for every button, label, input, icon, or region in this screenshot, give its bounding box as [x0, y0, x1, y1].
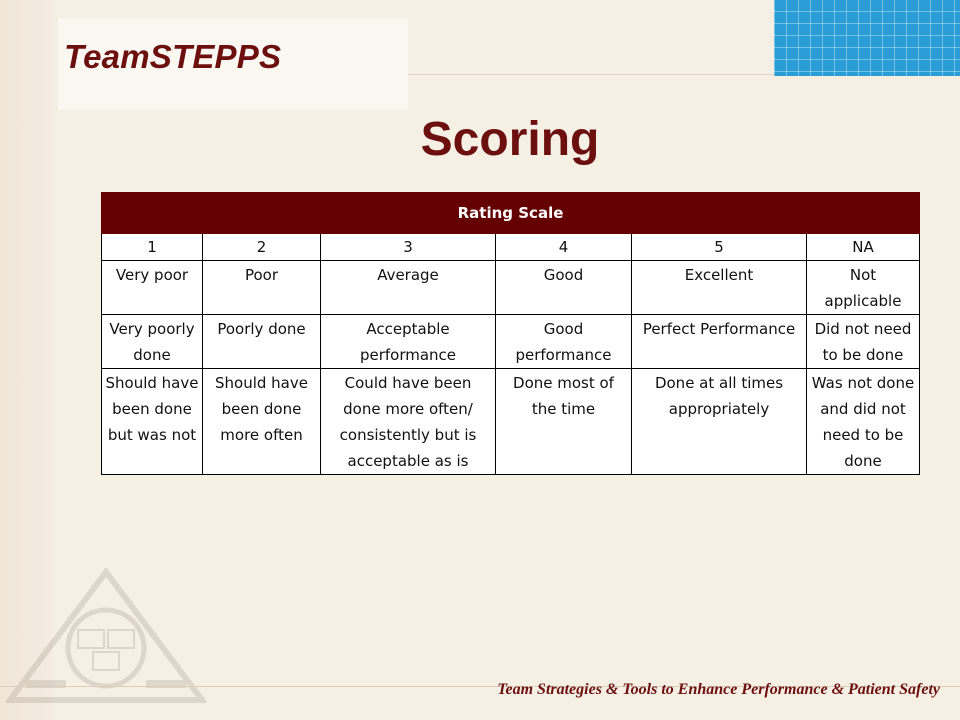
page-title: Scoring: [420, 113, 600, 166]
table-cell: 3: [321, 234, 496, 261]
table-cell: Was not done and did not need to be done: [807, 369, 920, 475]
table-cell: Could have been done more often/ consistently but is acceptable as is: [321, 369, 496, 475]
table-row: [102, 315, 920, 369]
table-cell: Very poorly done: [102, 315, 203, 369]
table-cell: 5: [632, 234, 807, 261]
table-cell: Acceptable performance: [321, 315, 496, 369]
table-cell: Poor: [203, 261, 321, 315]
table-cell: Did not need to be done: [807, 315, 920, 369]
teamstepps-logo: TeamSTEPPS: [64, 38, 282, 75]
table-cell: 4: [496, 234, 632, 261]
table-cell: Perfect Performance: [632, 315, 807, 369]
rating-scale-table: [101, 192, 920, 475]
table-cell: 2: [203, 234, 321, 261]
table-cell: Should have been done more often: [203, 369, 321, 475]
table-row: [102, 261, 920, 315]
table-cell: Good performance: [496, 315, 632, 369]
table-cell: Poorly done: [203, 315, 321, 369]
table-cell: Should have been done but was not: [102, 369, 203, 475]
top-divider: [408, 74, 774, 75]
table-cell: Done most of the time: [496, 369, 632, 475]
table-header-row: [102, 193, 920, 234]
table-cell: Average: [321, 261, 496, 315]
table-row: [102, 369, 920, 475]
table-cell: Not applicable: [807, 261, 920, 315]
table-cell: Very poor: [102, 261, 203, 315]
footer-tagline: Team Strategies & Tools to Enhance Performance & Patient Safety: [497, 681, 940, 698]
table-header: Rating Scale: [102, 193, 920, 234]
table-cell: NA: [807, 234, 920, 261]
table-cell: 1: [102, 234, 203, 261]
table-row: [102, 234, 920, 261]
teamstepps-triangle-logo-icon: [6, 568, 206, 703]
table-cell: Done at all times appropriately: [632, 369, 807, 475]
blue-grid-decoration: [774, 0, 960, 76]
table-cell: Good: [496, 261, 632, 315]
table-cell: Excellent: [632, 261, 807, 315]
